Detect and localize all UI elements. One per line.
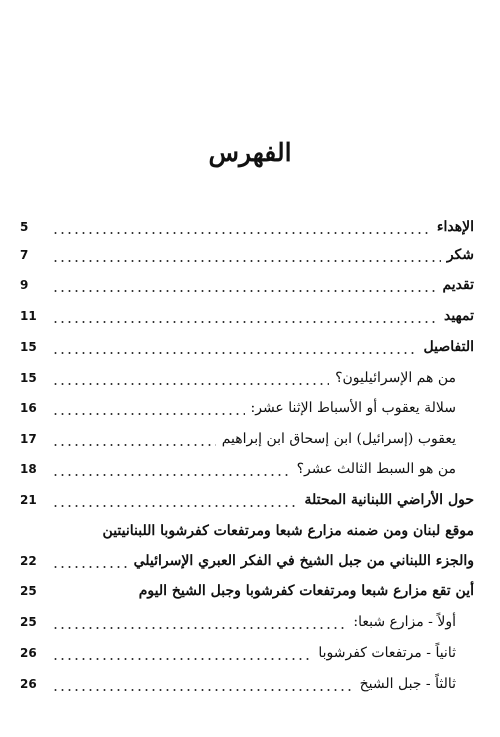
toc-entry-page: 21 [20,493,37,507]
dot-leader [52,218,431,236]
dot-leader [52,460,291,478]
toc-entry[interactable] [20,332,474,356]
toc-entry[interactable] [20,454,474,478]
toc-entry-label: والجزء اللبناني من جبل الشيخ في الفكر العبري الإسرائيلي [133,553,474,569]
toc-entry-page: 5 [20,220,29,234]
page-title: الفهرس [208,138,292,167]
toc-entry-label: تقديم [442,277,474,293]
toc-entry-page: 7 [20,248,29,262]
toc-entry[interactable] [20,363,474,387]
toc-entry[interactable] [20,576,474,600]
toc-entry-page: 17 [20,432,37,446]
dot-leader [52,307,438,325]
toc-entry[interactable] [20,212,474,236]
toc-entry-page: 25 [20,584,37,598]
dot-leader [52,399,245,417]
toc-entry-page: 9 [20,278,29,292]
dot-leader [52,276,436,294]
toc-entry[interactable] [20,607,474,631]
toc-entry-label: يعقوب (إسرائيل) ابن إسحاق ابن إبراهيم [221,431,456,447]
toc-entry[interactable] [20,301,474,325]
toc-entry-label: ثالثاً - جبل الشيخ [359,676,456,692]
dot-leader [52,369,329,387]
toc-entry-page: 15 [20,340,37,354]
toc-entry-page: 15 [20,371,37,385]
dot-leader [52,491,298,509]
toc-entry[interactable] [20,516,474,540]
toc-entry-page: 25 [20,615,37,629]
dot-leader [52,552,128,570]
toc-entry[interactable] [20,240,474,264]
toc-entry-label: تمهيد [443,308,474,324]
toc-entry-label: حول الأراضي اللبنانية المحتلة [304,492,474,508]
toc-entry-page: 11 [20,309,37,323]
toc-entry-page: 18 [20,462,37,476]
toc-entry[interactable] [20,638,474,662]
toc-entry-label: أين تقع مزارع شبعا ومرتفعات كفرشوبا وجبل الشيخ اليوم [138,583,474,599]
toc-entry[interactable] [20,485,474,509]
toc-entry[interactable] [20,393,474,417]
toc-entry-label: من هم الإسرائيليون؟ [335,370,456,386]
toc-entry[interactable] [20,546,474,570]
table-of-contents [20,0,474,737]
toc-entry-page: 26 [20,677,37,691]
toc-entry-page: 22 [20,554,37,568]
toc-entry-label: ثانياً - مرتفعات كفرشوبا [318,645,456,661]
dot-leader [52,430,216,448]
toc-entry-label: أولاً - مزارع شبعا: [353,614,456,630]
toc-entry[interactable] [20,424,474,448]
dot-leader [52,675,354,693]
toc-entry[interactable] [20,270,474,294]
toc-entry-page: 26 [20,646,37,660]
toc-entry-label: سلالة يعقوب أو الأسباط الإثنا عشر: [250,400,456,416]
dot-leader [52,338,418,356]
dot-leader [52,613,347,631]
toc-entry-label: الإهداء [436,219,474,235]
toc-entry-page: 16 [20,401,37,415]
toc-entry-label: التفاصيل [423,339,474,355]
toc-entry-label: شكر [446,247,474,263]
toc-entry-label: موقع لبنان ومن ضمنه مزارع شبعا ومرتفعات كفرشوبا اللبنانيتين [102,523,474,539]
toc-entry[interactable] [20,669,474,693]
toc-entry-label: من هو السبط الثالث عشر؟ [296,461,456,477]
dot-leader [52,644,312,662]
dot-leader [52,246,441,264]
